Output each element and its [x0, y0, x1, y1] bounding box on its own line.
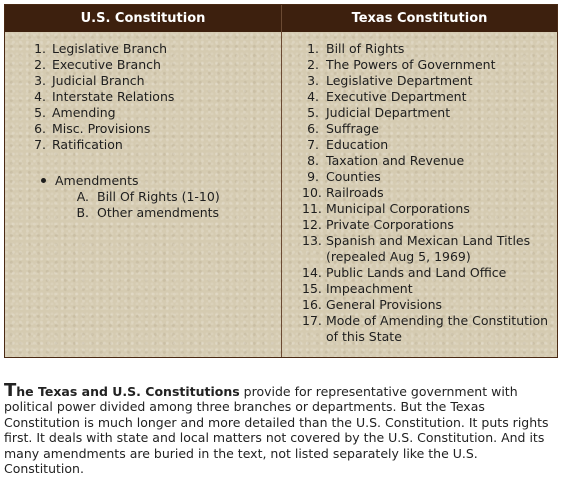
item-text: Private Corporations — [326, 217, 454, 232]
amendments-list — [75, 189, 273, 221]
amendments-label: Amendments — [55, 173, 139, 188]
list-item — [302, 217, 557, 233]
list-item — [302, 185, 557, 201]
amendment-text: Other amendments — [97, 205, 220, 220]
texas-constitution-column — [302, 41, 557, 345]
list-item — [302, 137, 557, 153]
item-number: 16. — [302, 297, 322, 312]
item-number: 11. — [302, 201, 322, 216]
item-text: Misc. Provisions — [52, 121, 151, 136]
amendments-section — [38, 173, 273, 221]
amendment-item — [75, 205, 273, 221]
list-item — [302, 41, 557, 57]
list-item — [30, 137, 275, 153]
item-number: 10. — [302, 185, 322, 200]
amendment-text: Bill Of Rights (1-10) — [97, 189, 220, 204]
list-item — [302, 281, 557, 297]
list-item — [302, 233, 557, 265]
us-articles-list — [30, 41, 275, 153]
item-number: 8. — [307, 153, 319, 168]
amendment-letter: B. — [76, 205, 89, 220]
texas-articles-list — [302, 41, 557, 345]
item-number: 5. — [34, 105, 46, 120]
item-text: Suffrage — [326, 121, 379, 136]
list-item — [302, 265, 557, 281]
item-number: 1. — [34, 41, 46, 56]
item-text: Executive Branch — [52, 57, 161, 72]
list-item — [302, 297, 557, 313]
dropcap-letter: T — [4, 379, 17, 401]
item-text: General Provisions — [326, 297, 443, 312]
item-number: 1. — [307, 41, 319, 56]
item-text: Executive Department — [326, 89, 467, 104]
list-item — [302, 57, 557, 73]
item-number: 5. — [307, 105, 319, 120]
item-number: 7. — [34, 137, 46, 152]
column-divider — [281, 32, 282, 357]
item-number: 4. — [307, 89, 319, 104]
header-us-constitution: U.S. Constitution — [80, 11, 206, 26]
item-number: 6. — [307, 121, 319, 136]
header-texas-constitution: Texas Constitution — [351, 11, 488, 26]
item-number: 4. — [34, 89, 46, 104]
item-text: Ratification — [52, 137, 123, 152]
bullet-icon — [41, 178, 46, 183]
amendment-item — [75, 189, 273, 205]
item-text: Railroads — [326, 185, 384, 200]
item-text: Mode of Amending the Constitution of this State — [326, 313, 549, 344]
item-text: Spanish and Mexican Land Titles (repealed Aug 5, 1969) — [326, 233, 531, 264]
list-item — [302, 73, 557, 89]
list-item — [302, 201, 557, 217]
constitution-comparison-table — [4, 4, 558, 358]
list-item — [302, 121, 557, 137]
list-item — [30, 89, 275, 105]
list-item — [302, 313, 557, 345]
table-header — [5, 5, 557, 32]
us-constitution-column — [30, 41, 275, 220]
list-item — [302, 105, 557, 121]
item-text: Education — [326, 137, 389, 152]
paragraph-lead: he Texas and U.S. Constitutions — [16, 383, 240, 399]
list-item — [30, 41, 275, 57]
item-text: Judicial Department — [326, 105, 451, 120]
item-number: 13. — [302, 233, 322, 248]
item-number: 9. — [307, 169, 319, 184]
item-text: Municipal Corporations — [326, 201, 470, 216]
item-number: 2. — [34, 57, 46, 72]
item-text: Interstate Relations — [52, 89, 175, 104]
item-text: Legislative Department — [326, 73, 473, 88]
item-text: Judicial Branch — [52, 73, 145, 88]
list-item — [30, 57, 275, 73]
item-text: Impeachment — [326, 281, 413, 296]
item-number: 3. — [34, 73, 46, 88]
list-item — [30, 73, 275, 89]
item-text: Taxation and Revenue — [326, 153, 465, 168]
item-number: 3. — [307, 73, 319, 88]
item-text: The Powers of Government — [326, 57, 496, 72]
list-item — [30, 121, 275, 137]
item-number: 6. — [34, 121, 46, 136]
item-text: Amending — [52, 105, 116, 120]
item-text: Counties — [326, 169, 381, 184]
item-number: 15. — [302, 281, 322, 296]
paragraph-body: provide for representative government with political power divided among three branches or departments. But the Texas Constitution is much longer and more detailed than the U.S. Constitution. It puts rights first. It deals with state and local matters not covered by the U.S. Constitution. And its many amendments are buried in the text, not listed separately like the U.S. Constitution. — [4, 383, 549, 476]
amendment-letter: A. — [76, 189, 89, 204]
list-item — [30, 105, 275, 121]
item-number: 12. — [302, 217, 322, 232]
item-text: Legislative Branch — [52, 41, 168, 56]
list-item — [302, 153, 557, 169]
item-number: 7. — [307, 137, 319, 152]
item-text: Bill of Rights — [326, 41, 405, 56]
item-number: 2. — [307, 57, 319, 72]
explanation-paragraph — [4, 379, 556, 477]
list-item — [302, 89, 557, 105]
list-item — [302, 169, 557, 185]
item-text: Public Lands and Land Office — [326, 265, 507, 280]
item-number: 17. — [302, 313, 322, 328]
item-number: 14. — [302, 265, 322, 280]
